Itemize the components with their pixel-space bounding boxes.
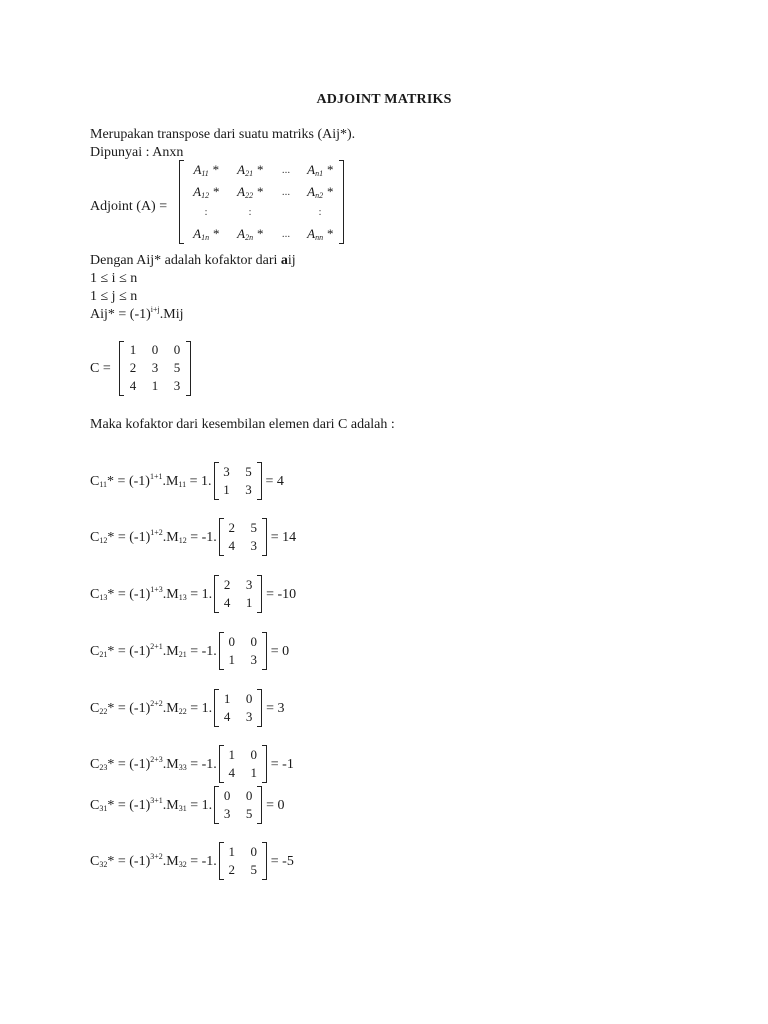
cofactor-row <box>90 463 284 501</box>
minor-cell: 5 <box>250 520 258 535</box>
cofactor-result: = 3 <box>266 701 285 717</box>
minor-index: 11 <box>178 480 187 490</box>
minor-matrix <box>219 842 267 880</box>
cofactor-row <box>90 519 296 557</box>
minor-cell: 1 <box>228 844 236 859</box>
minor-index: 13 <box>178 593 187 603</box>
cofactor-sign-base: * = (-1) <box>107 530 151 546</box>
cofactor-symbol: C <box>90 798 100 814</box>
cofactor-index: 32 <box>99 860 108 870</box>
matrix-c-cell: 0 <box>173 342 181 357</box>
minor-cell: 1 <box>228 652 236 667</box>
cofactor-sign-base: * = (-1) <box>107 854 151 870</box>
minor-cell: 1 <box>223 691 231 706</box>
cofactor-sign-base: * = (-1) <box>107 798 151 814</box>
minor-index: 21 <box>178 650 187 660</box>
adjoint-cell: $A_{11}$ * <box>193 162 219 178</box>
page-title: ADJOINT MATRIKS <box>316 92 452 107</box>
minor-symbol: .M <box>162 701 179 717</box>
matrix-c-cell: 4 <box>129 378 137 393</box>
cofactor-index: 13 <box>99 593 108 603</box>
minor-index: 12 <box>178 536 187 546</box>
minor-cell: 0 <box>245 691 253 706</box>
cofactor-row <box>90 843 294 881</box>
cofactor-exponent: 2+2 <box>150 699 163 709</box>
minor-symbol: .M <box>162 587 179 603</box>
definition-line-2: 1 ≤ i ≤ n <box>90 271 138 286</box>
cofactor-row <box>90 633 289 671</box>
adjoint-cell: ... <box>281 186 291 198</box>
matrix-c-cell: 1 <box>129 342 137 357</box>
cofactor-exponent: 2+3 <box>150 755 163 765</box>
minor-index: 32 <box>178 860 187 870</box>
cofactor-result: = 4 <box>265 474 284 490</box>
minor-cell: 1 <box>245 595 253 610</box>
cofactor-sign-base: * = (-1) <box>107 474 150 490</box>
minor-symbol: .M <box>162 530 179 546</box>
cofactor-symbol: C <box>90 757 100 773</box>
minor-cell: 0 <box>245 788 253 803</box>
cofactor-row <box>90 746 294 784</box>
cofactor-sign-base: * = (-1) <box>107 587 151 603</box>
cofactor-row <box>90 690 285 728</box>
cofactor-index: 31 <box>99 804 108 814</box>
cofactor-index: 11 <box>99 480 108 490</box>
matrix-c-cell: 1 <box>151 378 159 393</box>
cofactor-row <box>90 787 285 825</box>
minor-symbol: .M <box>162 757 179 773</box>
minor-matrix <box>214 462 262 500</box>
matrix-c <box>119 341 191 396</box>
cofactor-exponent: 1+2 <box>150 528 163 538</box>
cofactor-sign-base: * = (-1) <box>107 701 151 717</box>
minor-cell: 3 <box>223 464 230 479</box>
adjoint-cell: ... <box>281 164 291 176</box>
cofactor-coefficient: = 1. <box>186 474 212 490</box>
cofactor-result: = 14 <box>270 530 297 546</box>
minor-cell: 3 <box>245 482 252 497</box>
cofactor-result: = -5 <box>270 854 294 870</box>
matrix-c-cell: 2 <box>129 360 137 375</box>
minor-cell: 5 <box>250 862 258 877</box>
cofactor-coefficient: = -1. <box>186 530 217 546</box>
minor-matrix <box>214 689 262 727</box>
adjoint-cell: $A_{21}$ * <box>237 162 263 178</box>
minor-symbol: .M <box>162 798 179 814</box>
cofactor-coefficient: = -1. <box>186 644 217 660</box>
cofactor-intro: Maka kofaktor dari kesembilan elemen dari C adalah : <box>90 417 395 432</box>
adjoint-cell: ... <box>281 228 291 240</box>
minor-cell: 0 <box>223 788 231 803</box>
minor-cell: 0 <box>250 634 258 649</box>
minor-matrix <box>219 745 267 783</box>
cofactor-symbol: C <box>90 587 100 603</box>
cofactor-exponent: 1+1 <box>149 472 163 482</box>
minor-cell: 5 <box>245 464 252 479</box>
adjoint-cell: $A_{1n}$ * <box>193 226 219 242</box>
cofactor-symbol: C <box>90 530 100 546</box>
cofactor-index: 12 <box>99 536 108 546</box>
matrix-c-cell: 3 <box>173 378 181 393</box>
matrix-c-cell: 0 <box>151 342 159 357</box>
minor-cell: 0 <box>250 844 258 859</box>
cofactor-result: = -10 <box>266 587 297 603</box>
cofactor-coefficient: = 1. <box>186 798 213 814</box>
cofactor-sign-base: * = (-1) <box>107 644 151 660</box>
matrix-c-cell: 5 <box>173 360 181 375</box>
minor-matrix <box>219 518 267 556</box>
cofactor-index: 23 <box>99 763 108 773</box>
minor-cell: 4 <box>228 538 236 553</box>
adjoint-cell: $A_{2n}$ * <box>237 226 263 242</box>
definition-line-1: Dengan Aij* adalah kofaktor dari aij <box>90 253 296 268</box>
cofactor-coefficient: = 1. <box>186 587 213 603</box>
minor-cell: 3 <box>250 538 258 553</box>
cofactor-coefficient: = -1. <box>186 854 217 870</box>
cofactor-index: 21 <box>99 650 108 660</box>
minor-index: 22 <box>178 707 187 717</box>
minor-cell: 2 <box>228 862 236 877</box>
cofactor-exponent: 2+1 <box>150 642 163 652</box>
cofactor-symbol: C <box>90 644 100 660</box>
cofactor-result: = -1 <box>270 757 294 773</box>
minor-matrix <box>214 575 262 613</box>
cofactor-sign-base: * = (-1) <box>107 757 151 773</box>
minor-cell: 3 <box>223 806 231 821</box>
adjoint-cell: $A_{22}$ * <box>237 184 263 200</box>
matrix-c-cell: 3 <box>151 360 159 375</box>
minor-cell: 5 <box>245 806 253 821</box>
cofactor-result: = 0 <box>270 644 290 660</box>
adjoint-label: Adjoint (A) = <box>90 199 168 214</box>
adjoint-cell: : <box>248 206 252 218</box>
adjoint-cell: : <box>318 206 322 218</box>
minor-cell: 2 <box>223 577 231 592</box>
intro-line-1: Merupakan transpose dari suatu matriks (Aij*). <box>90 127 356 142</box>
cofactor-exponent: 3+1 <box>150 796 163 806</box>
cofactor-symbol: C <box>90 854 100 870</box>
minor-cell: 3 <box>245 577 253 592</box>
minor-symbol: .M <box>162 854 179 870</box>
cofactor-index: 22 <box>99 707 108 717</box>
minor-cell: 4 <box>228 765 236 780</box>
adjoint-matrix <box>179 160 344 244</box>
definition-line-3: 1 ≤ j ≤ n <box>90 289 138 304</box>
cofactor-exponent: 3+2 <box>150 852 163 862</box>
minor-cell: 3 <box>250 652 258 667</box>
adjoint-cell: $A_{n1}$ * <box>307 162 333 178</box>
adjoint-cell: $A_{n2}$ * <box>307 184 333 200</box>
minor-cell: 4 <box>223 709 231 724</box>
adjoint-cell: $A_{12}$ * <box>193 184 219 200</box>
minor-cell: 2 <box>228 520 236 535</box>
adjoint-cell: : <box>204 206 208 218</box>
cofactor-coefficient: = -1. <box>186 757 217 773</box>
matrix-c-label: C = <box>90 361 111 376</box>
minor-symbol: .M <box>162 644 179 660</box>
minor-cell: 1 <box>250 765 258 780</box>
minor-cell: 1 <box>223 482 230 497</box>
minor-matrix <box>214 786 262 824</box>
definition-line-4: $Aij* = (-1)^{i+j}.Mij$ <box>90 305 184 322</box>
cofactor-coefficient: = 1. <box>186 701 213 717</box>
intro-line-2: Dipunyai : Anxn <box>90 145 184 160</box>
minor-symbol: .M <box>162 474 179 490</box>
minor-cell: 1 <box>228 747 236 762</box>
minor-cell: 3 <box>245 709 253 724</box>
minor-index: 31 <box>178 804 187 814</box>
minor-cell: 0 <box>250 747 258 762</box>
cofactor-symbol: C <box>90 701 100 717</box>
cofactor-result: = 0 <box>266 798 285 814</box>
cofactor-symbol: C <box>90 474 100 490</box>
minor-index: 33 <box>178 763 187 773</box>
minor-cell: 4 <box>223 595 231 610</box>
minor-cell: 0 <box>228 634 236 649</box>
adjoint-cell: $A_{nn}$ * <box>307 226 333 242</box>
minor-matrix <box>219 632 267 670</box>
cofactor-exponent: 1+3 <box>150 585 163 595</box>
cofactor-row <box>90 576 296 614</box>
